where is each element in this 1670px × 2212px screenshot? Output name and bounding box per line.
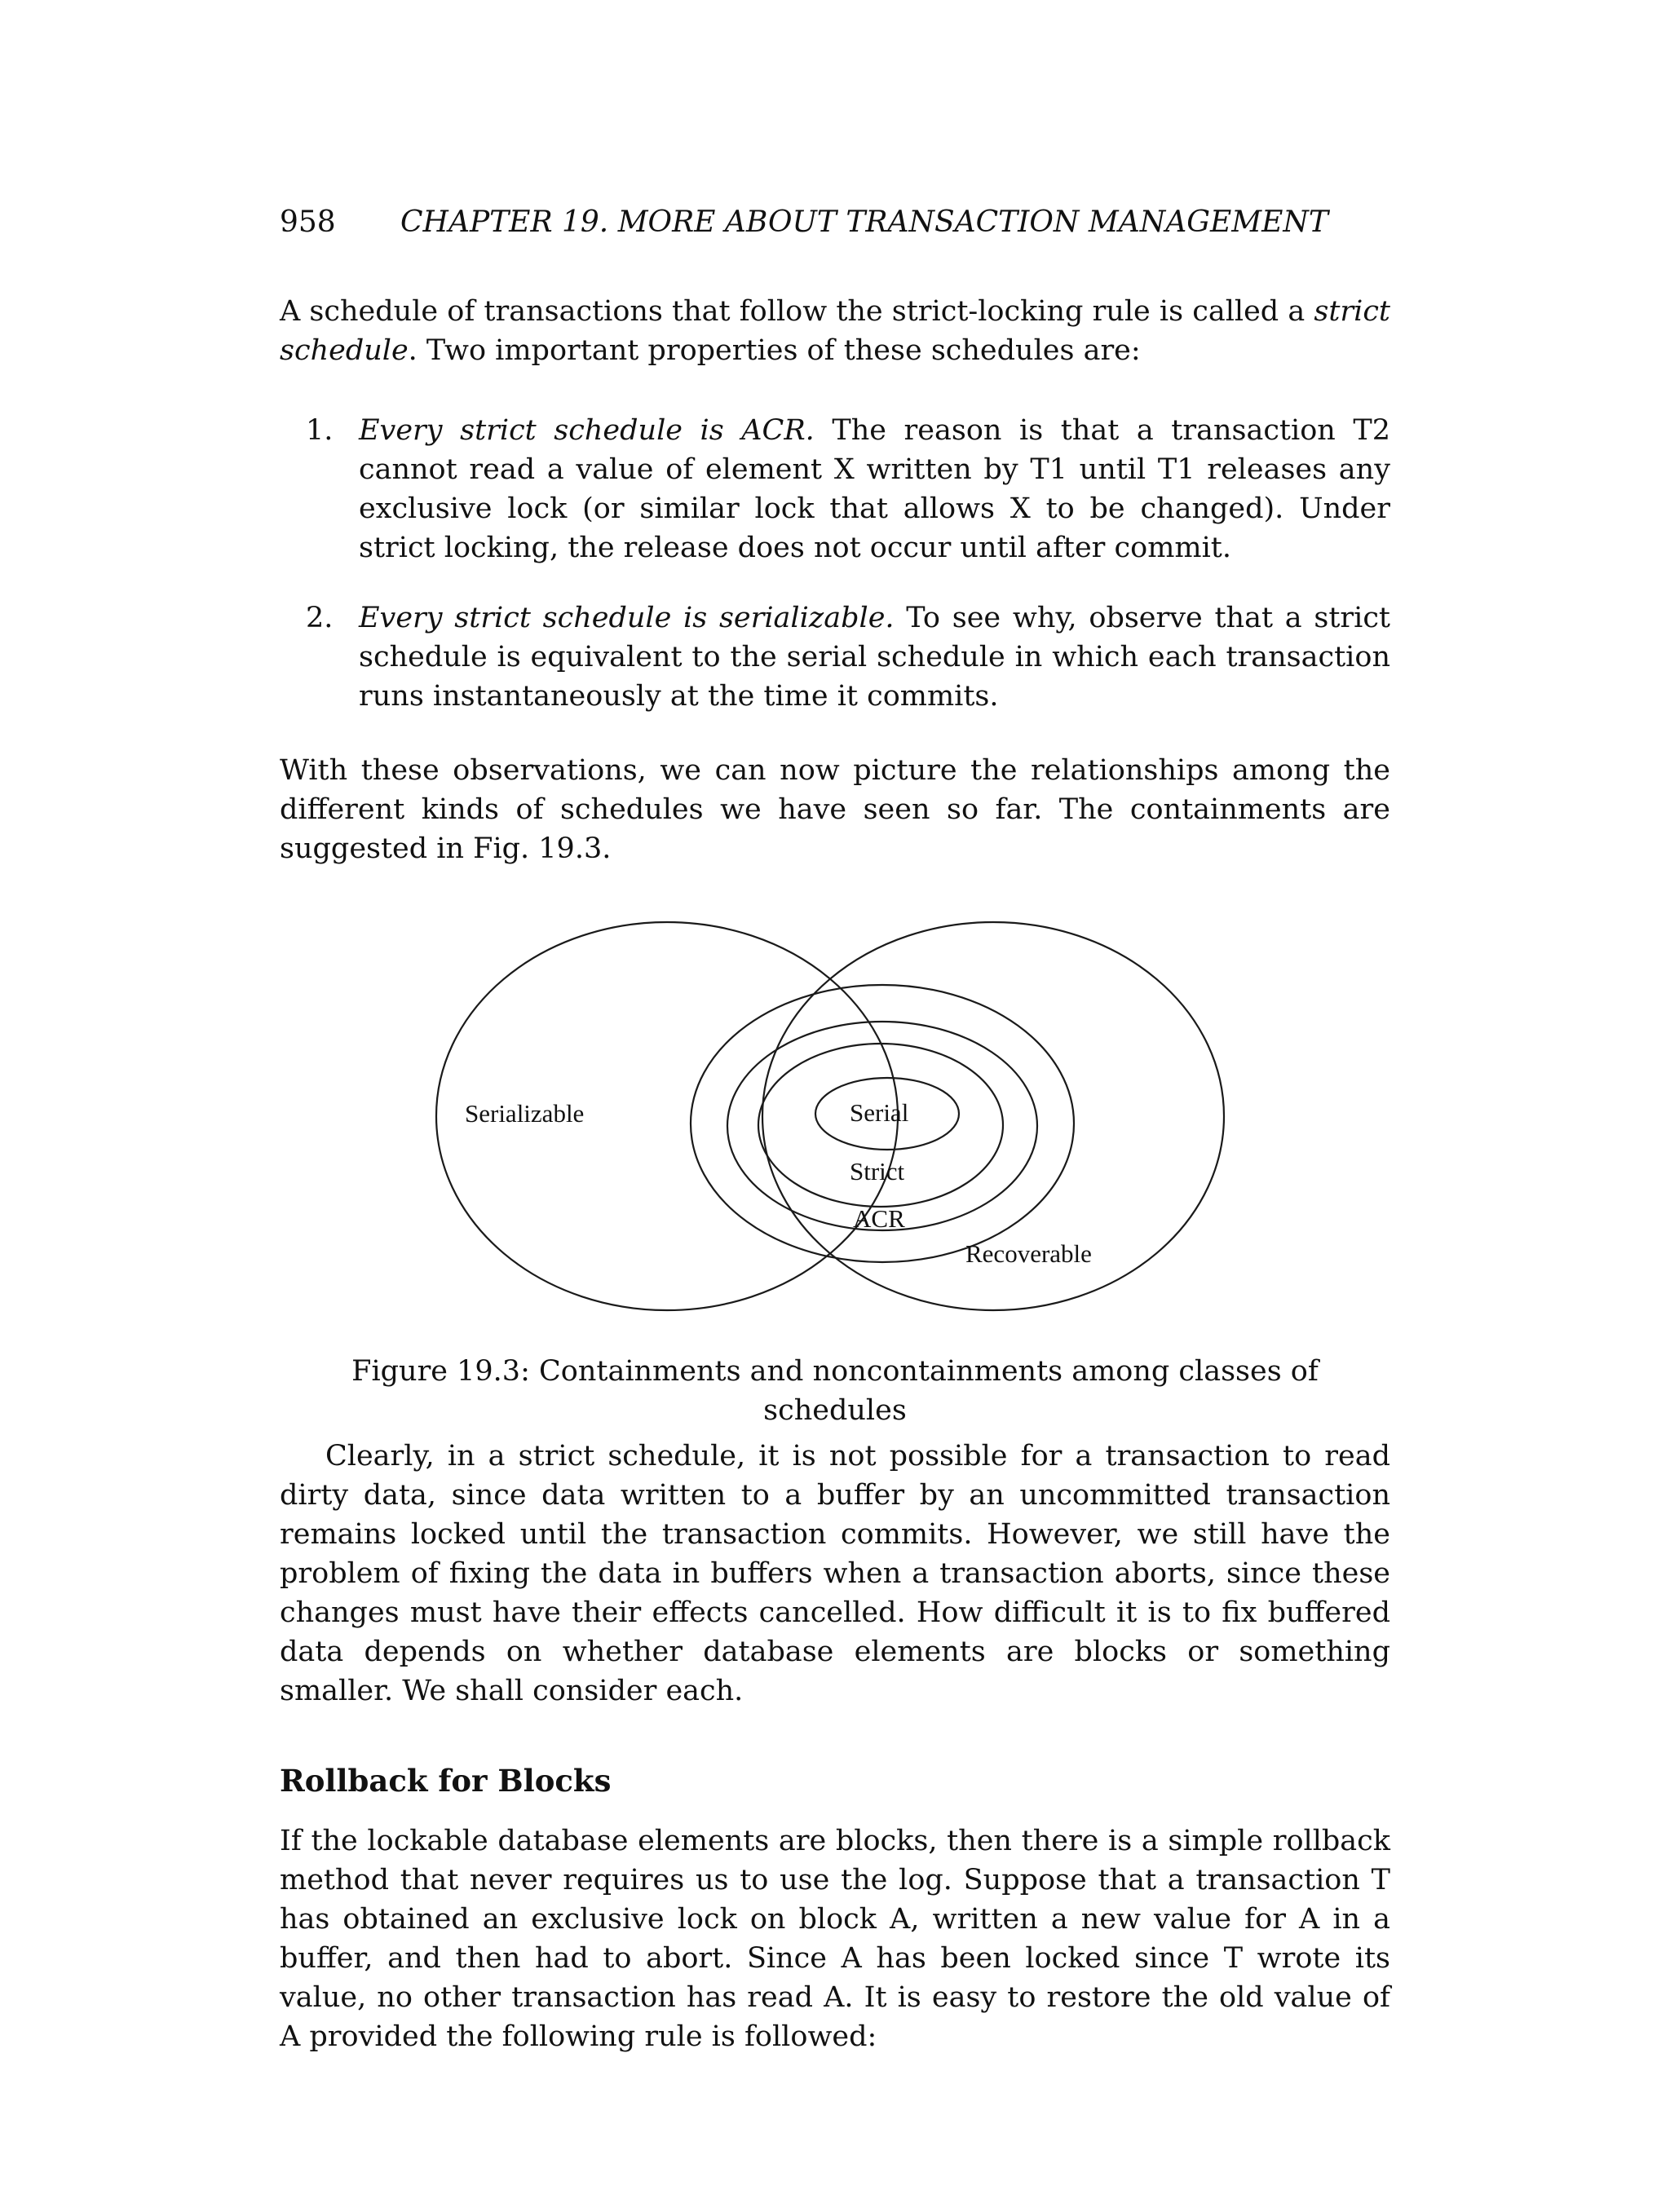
serializable-label: Serializable (465, 1099, 585, 1128)
acr-label: ACR (853, 1204, 905, 1233)
recoverable-ellipse (762, 922, 1224, 1310)
inner-strict-ellipse (758, 1044, 1003, 1207)
list-text: The reason is that a transaction T2 cannot read a value of element X written by T1 until T1 releases any exclusive lock (or similar lock that allows X to be changed). Under strict locking, the release does not occur until after commit. (359, 414, 1390, 564)
observations-paragraph: With these observations, we can now picture the relationships among the different kinds of schedules we have seen so far. The containments are suggested in Fig. 19.3. (280, 754, 1390, 865)
figure-caption: Figure 19.3: Containments and noncontainments among classes of schedules (351, 1355, 1319, 1427)
list-number: 2. (306, 602, 334, 634)
strict-label: Strict (850, 1157, 905, 1185)
list-body (359, 598, 1390, 716)
section-heading: Rollback for Blocks (280, 1763, 612, 1799)
intro-text-1: A schedule of transactions that follow the strict-locking rule is called a (280, 295, 1314, 328)
intro-text-2: . Two important properties of these schedules are: (408, 334, 1141, 367)
serial-ellipse (815, 1078, 959, 1150)
running-header (280, 202, 1390, 243)
list-number: 1. (306, 414, 334, 447)
acr-ellipse (691, 985, 1074, 1262)
serial-label: Serial (850, 1098, 909, 1127)
strict-ellipse (727, 1022, 1037, 1230)
list-text: To see why, observe that a strict schedule is equivalent to the serial schedule in which each transaction runs instantaneously at the time it commits. (359, 602, 1390, 713)
serializable-ellipse (436, 922, 898, 1310)
list-lead: Every strict schedule is serializable. (359, 602, 895, 634)
body-paragraph: Clearly, in a strict schedule, it is not possible for a transaction to read dirty data, since data written to a buffer by an uncommitted transaction remains locked until the transaction commits. However, we still have the problem of fixing the data in buffers when a transaction aborts, since these changes must have their effects cancelled. How difficult it is to fix buffered data depends on whether database elements are blocks or something smaller. We shall consider each. (280, 1440, 1390, 1707)
intro-paragraph (280, 292, 1390, 370)
chapter-title: CHAPTER 19. MORE ABOUT TRANSACTION MANAGEMENT (400, 205, 1328, 239)
list-lead: Every strict schedule is ACR. (359, 414, 815, 447)
section-paragraph: If the lockable database elements are blocks, then there is a simple rollback method that never requires us to use the log. Suppose that a transaction T has obtained an exclusive lock on block A, written a new value for A in a buffer, and then had to abort. Since A has been locked since T wrote its value, no other transaction has read A. It is easy to restore the old value of A provided the following rule is followed: (280, 1825, 1390, 2053)
list-body (359, 411, 1390, 567)
strict-schedule-term: strict schedule (280, 295, 1390, 367)
recoverable-label: Recoverable (965, 1239, 1092, 1268)
page-number: 958 (280, 205, 336, 239)
